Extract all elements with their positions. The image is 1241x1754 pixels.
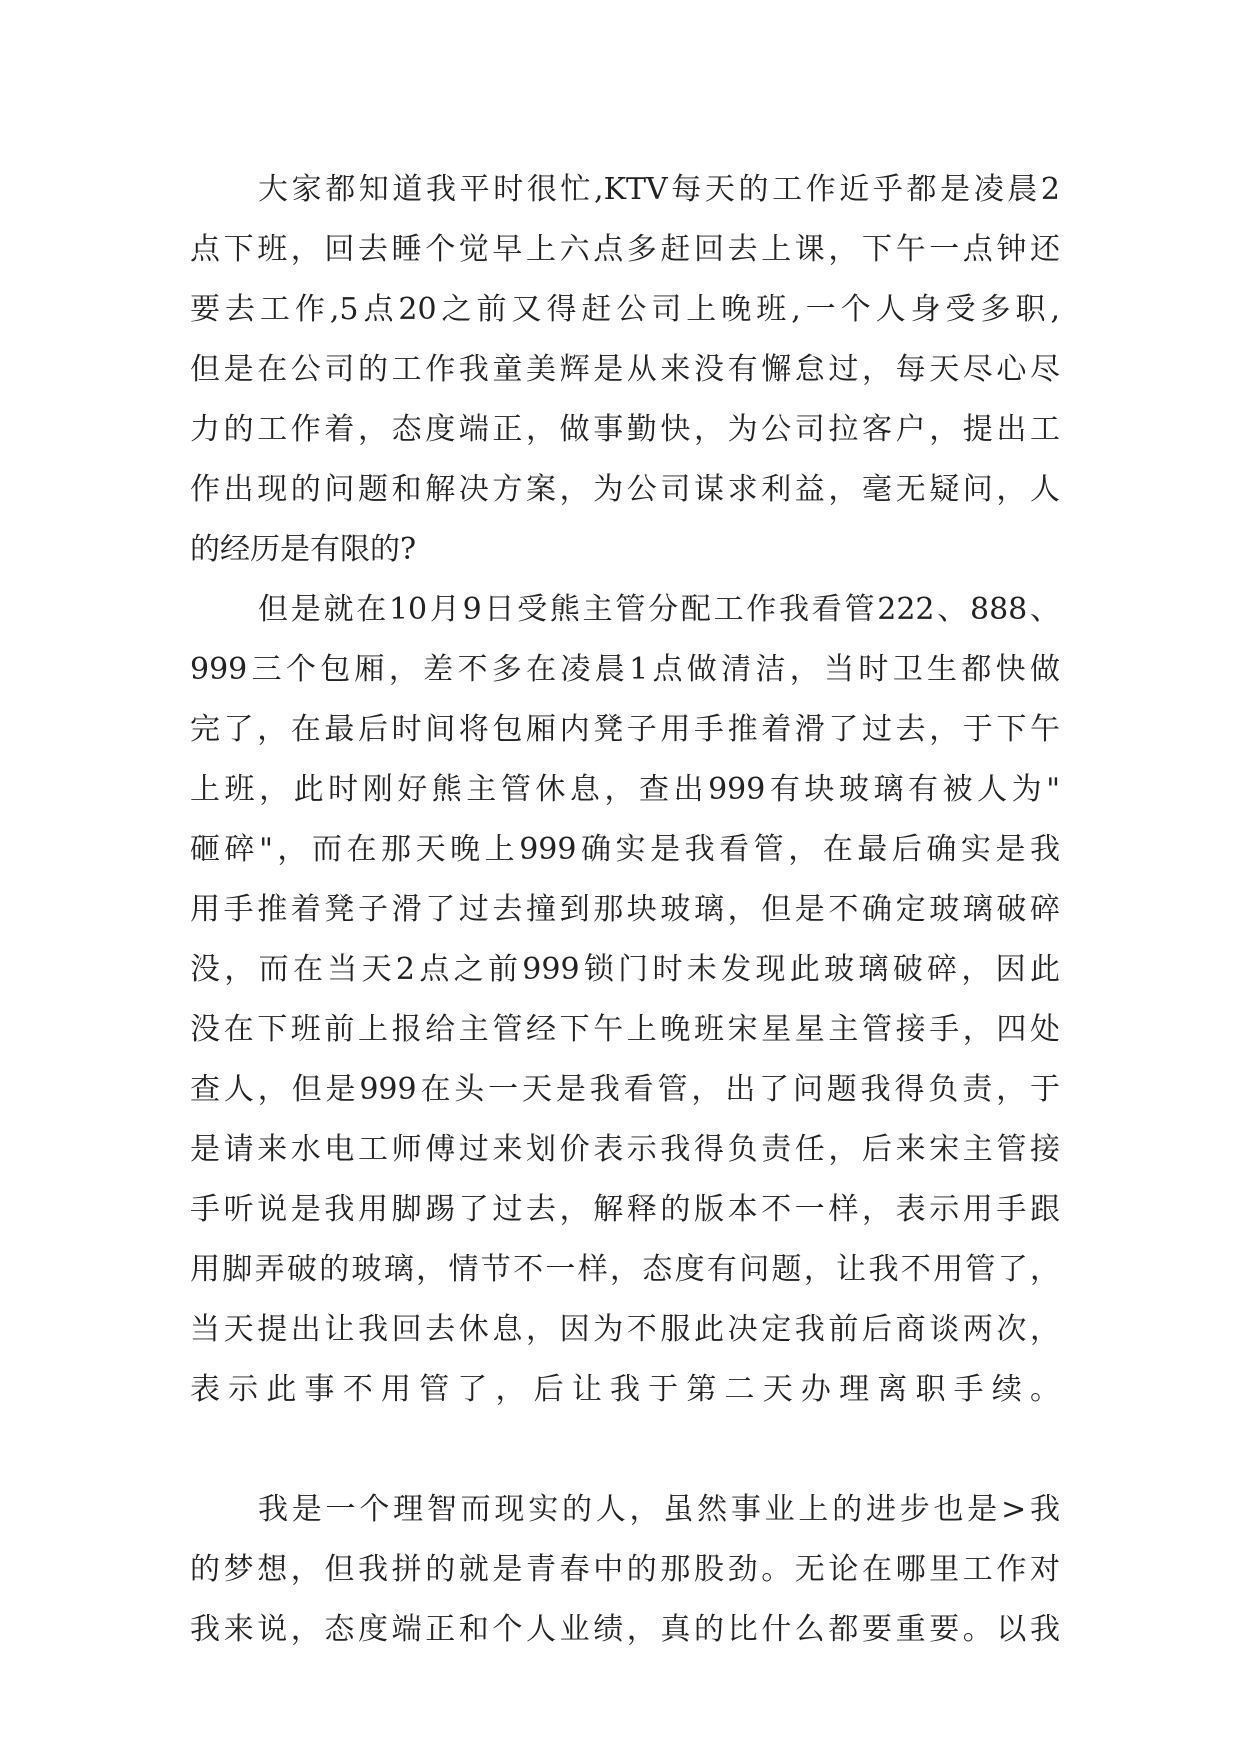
text-line: 查人，但是999在头一天是我看管，出了问题我得负责，于 xyxy=(190,1072,1060,1107)
text-line: 999三个包厢，差不多在凌晨1点做清洁，当时卫生都快做 xyxy=(190,652,1060,687)
text-line: 力的工作着，态度端正，做事勤快，为公司拉客户，提出工 xyxy=(190,412,1060,447)
text-line: 的梦想，但我拼的就是青春中的那股劲。无论在哪里工作对 xyxy=(190,1552,1060,1587)
text-line: 点下班，回去睡个觉早上六点多赶回去上课，下午一点钟还 xyxy=(190,232,1060,267)
text-line: 完了，在最后时间将包厢内凳子用手推着滑了过去，于下午 xyxy=(190,712,1060,747)
text-line: 我是一个理智而现实的人，虽然事业上的进步也是>我 xyxy=(258,1492,1060,1527)
text-line: 要去工作,5点20之前又得赶公司上晚班,一个人身受多职, xyxy=(190,292,1060,327)
text-line: 没在下班前上报给主管经下午上晚班宋星星主管接手，四处 xyxy=(190,1012,1060,1047)
text-line: 但是在公司的工作我童美辉是从来没有懈怠过，每天尽心尽 xyxy=(190,352,1060,387)
document-body xyxy=(190,160,1060,1660)
text-line: 用脚弄破的玻璃，情节不一样，态度有问题，让我不用管了， xyxy=(190,1252,1060,1287)
text-line: 上班，此时刚好熊主管休息，查出999有块玻璃有被人为" xyxy=(190,772,1060,807)
paragraph-2 xyxy=(190,580,1060,1480)
text-line: 当天提出让我回去休息，因为不服此决定我前后商谈两次， xyxy=(190,1312,1060,1347)
text-line: 的经历是有限的? xyxy=(190,532,417,567)
text-line xyxy=(190,1420,1060,1480)
text-line: 作出现的问题和解决方案，为公司谋求利益，毫无疑问，人 xyxy=(190,472,1060,507)
text-line: 用手推着凳子滑了过去撞到那块玻璃，但是不确定玻璃破碎 xyxy=(190,892,1060,927)
text-line: 表示此事不用管了，后让我于第二天办理离职手续。 xyxy=(190,1372,1060,1407)
text-line: 手听说是我用脚踢了过去，解释的版本不一样，表示用手跟 xyxy=(190,1192,1060,1227)
paragraph-3 xyxy=(190,1480,1060,1660)
text-line: 砸碎"，而在那天晚上999确实是我看管，在最后确实是我 xyxy=(190,832,1060,867)
text-line: 但是就在10月9日受熊主管分配工作我看管222、888、 xyxy=(258,592,1060,627)
text-line: 没，而在当天2点之前999锁门时未发现此玻璃破碎，因此 xyxy=(190,952,1060,987)
paragraph-1 xyxy=(190,160,1060,580)
text-line: 是请来水电工师傅过来划价表示我得负责任，后来宋主管接 xyxy=(190,1132,1060,1167)
text-line: 我来说，态度端正和个人业绩，真的比什么都要重要。以我 xyxy=(190,1612,1060,1647)
text-line: 大家都知道我平时很忙,KTV每天的工作近乎都是凌晨2 xyxy=(258,172,1060,207)
